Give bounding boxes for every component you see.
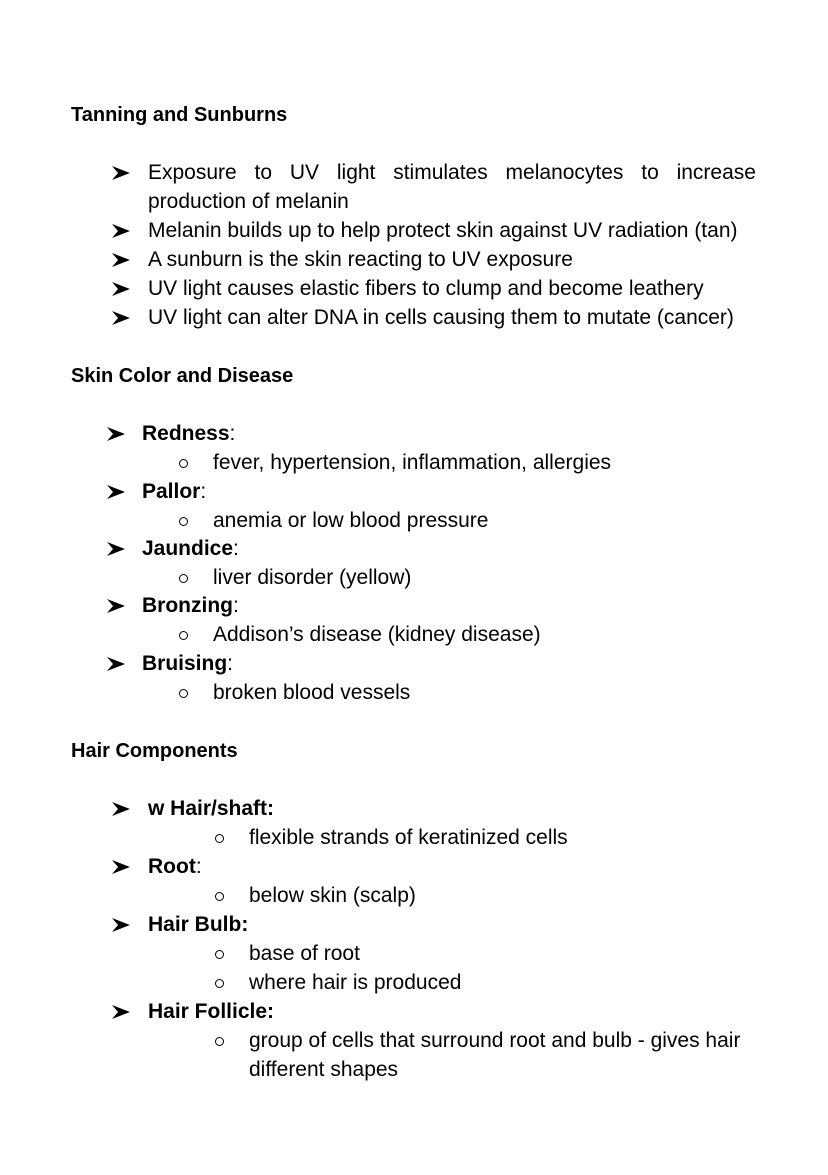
word: Exposure [148,161,237,184]
arrowhead-bullet-icon [111,801,131,817]
tanning-item-2: Melanin builds up to help protect skin against UV radiation (tan) [148,219,738,242]
term-colon: : [229,422,236,445]
term-hair-follicle [148,998,274,1026]
term-colon: : [195,855,202,878]
bruising-detail: broken blood vessels [213,681,411,704]
bronzing-detail: Addison’s disease (kidney disease) [213,623,541,646]
hollow-circle-icon [215,1037,224,1046]
word: stimulates [393,161,488,184]
pallor-detail: anemia or low blood pressure [213,509,489,532]
arrowhead-bullet-icon [111,223,131,239]
hollow-circle-icon [179,631,188,640]
term-label: Root [148,855,196,878]
term-colon: : [232,594,239,617]
term-label: Pallor [142,480,201,503]
word: melanocytes [505,161,624,184]
arrowhead-bullet-icon [106,656,126,672]
hair-bulb-detail-1: base of root [249,942,360,965]
term-hair-bulb [148,911,248,939]
term-bronzing [142,592,239,620]
term-label: Hair Bulb: [148,913,249,936]
tanning-item-3: A sunburn is the skin reacting to UV exposure [148,248,573,271]
redness-detail: fever, hypertension, inflammation, allergies [213,451,612,474]
tanning-item-1-line-1 [148,159,756,187]
term-colon: : [233,537,239,560]
tanning-item-1-line-2: production of melanin [148,190,349,213]
hollow-circle-icon [179,517,188,526]
arrowhead-bullet-icon [106,541,126,557]
term-label: Redness [142,422,230,445]
hair-follicle-detail-line-2: different shapes [249,1058,399,1081]
heading-skin-color-and-disease: Skin Color and Disease [71,365,294,387]
arrowhead-bullet-icon [111,859,131,875]
hollow-circle-icon [179,459,188,468]
hollow-circle-icon [179,689,188,698]
arrowhead-bullet-icon [111,310,131,326]
word: light [336,161,376,184]
word: to [254,161,273,184]
arrowhead-bullet-icon [106,426,126,442]
hollow-circle-icon [215,979,224,988]
root-detail: below skin (scalp) [249,884,416,907]
term-label: w Hair/shaft: [148,797,275,820]
hair-bulb-detail-2: where hair is produced [249,971,462,994]
arrowhead-bullet-icon [106,484,126,500]
arrowhead-bullet-icon [111,252,131,268]
heading-hair-components: Hair Components [71,740,238,762]
arrowhead-bullet-icon [111,281,131,297]
term-label: Bruising [142,652,228,675]
hollow-circle-icon [179,574,188,583]
term-colon: : [200,480,207,503]
word: to [641,161,659,184]
term-label: Jaundice [142,537,234,560]
term-label: Hair Follicle: [148,1000,275,1023]
term-colon: : [227,652,234,675]
arrowhead-bullet-icon [111,1004,131,1020]
term-bruising [142,650,233,678]
term-root [148,853,202,881]
hollow-circle-icon [215,950,224,959]
term-pallor [142,478,206,506]
jaundice-detail: liver disorder (yellow) [213,566,412,589]
heading-tanning-and-sunburns: Tanning and Sunburns [71,104,288,126]
arrowhead-bullet-icon [111,917,131,933]
term-jaundice [142,535,239,563]
term-redness [142,420,235,448]
hollow-circle-icon [215,892,224,901]
hair-follicle-detail-line-1: group of cells that surround root and bulb - gives hair [249,1029,741,1052]
hair-shaft-detail: flexible strands of keratinized cells [249,826,568,849]
arrowhead-bullet-icon [111,165,131,181]
hollow-circle-icon [215,834,224,843]
term-hair-shaft [148,795,274,823]
word: UV [289,161,320,184]
term-label: Bronzing [142,594,233,617]
tanning-item-5: UV light can alter DNA in cells causing them to mutate (cancer) [148,306,734,329]
tanning-item-4: UV light causes elastic fibers to clump and become leathery [148,277,704,300]
word: increase [676,161,756,184]
arrowhead-bullet-icon [106,598,126,614]
